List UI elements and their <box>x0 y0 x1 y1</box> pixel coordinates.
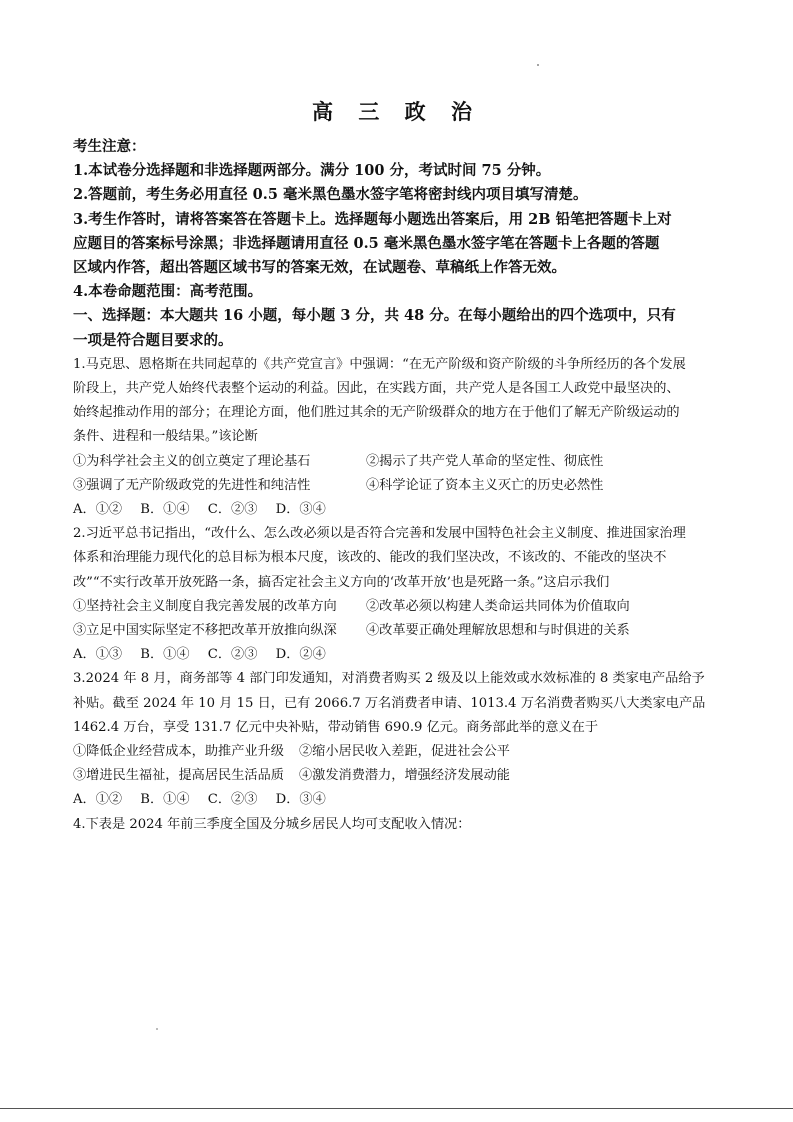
section-heading <box>73 304 723 352</box>
scan-dot <box>156 1028 158 1030</box>
notice-item: 4.本卷命题范围：高考范围。 <box>73 283 263 301</box>
question-4 <box>73 813 723 837</box>
notice-item: 应题目的答案标号涂黑；非选择题请用直径 0.5 毫米黑色墨水签字笔在答题卡上各题的答题 <box>73 234 660 252</box>
option-row <box>73 595 723 619</box>
option-row <box>73 474 723 498</box>
question-1 <box>73 353 723 522</box>
question-text: 条件、进程和一般结果。”该论断 <box>73 429 258 445</box>
answer-choices <box>73 788 723 812</box>
answer-choices <box>73 498 723 522</box>
page-bottom-rule <box>0 1108 793 1109</box>
answer-a: A．①② <box>73 502 123 518</box>
answer-choices <box>73 643 723 667</box>
section-line: 一、选择题：本大题共 16 小题，每小题 3 分，共 48 分。在每小题给出的四个选项中，只有 <box>73 307 676 325</box>
option-2: ②改革必须以构建人类命运共同体为价值取向 <box>366 598 630 614</box>
answer-c: C．②③ <box>207 647 258 663</box>
option-row <box>73 764 723 788</box>
question-2 <box>73 522 723 667</box>
notice-heading: 考生注意： <box>73 138 146 155</box>
answer-a: A．①③ <box>73 647 123 663</box>
answer-a: A．①② <box>73 792 123 808</box>
notice-item: 3.考生作答时，请将答案答在答题卡上。选择题每小题选出答案后，用 2B 铅笔把答题卡上对 <box>73 210 672 228</box>
answer-c: C．②③ <box>207 792 258 808</box>
option-1: ①坚持社会主义制度自我完善发展的改革方向 <box>73 598 337 614</box>
exam-content <box>73 135 723 837</box>
option-row <box>73 619 723 643</box>
option-3: ③强调了无产阶级政党的先进性和纯洁性 <box>73 477 311 493</box>
option-3: ③立足中国实际坚定不移把改革开放推向纵深 <box>73 623 337 639</box>
question-text: 体系和治理能力现代化的总目标为根本尺度，该改的、能改的我们坚决改，不该改的、不能改的坚决不 <box>73 550 667 566</box>
option-4: ④科学论证了资本主义灭亡的历史必然性 <box>366 477 604 493</box>
notice-item: 区域内作答，超出答题区域书写的答案无效，在试题卷、草稿纸上作答无效。 <box>73 259 566 277</box>
answer-b: B．①④ <box>140 502 190 518</box>
question-text: 1.马克思、恩格斯在共同起草的《共产党宣言》中强调：“在无产阶级和资产阶级的斗争所经历的各个发展 <box>73 356 686 372</box>
page-title: 高 三 政 治 <box>312 99 481 124</box>
option-1: ①为科学社会主义的创立奠定了理论基石 <box>73 453 311 469</box>
question-text: 补贴。截至 2024 年 10 月 15 日，已有 2066.7 万名消费者申请、1013.4 万名消费者购买八大类家电产品 <box>73 695 706 711</box>
option-2: ②揭示了共产党人革命的坚定性、彻底性 <box>366 453 604 469</box>
option-3: ③增进民生福祉，提高居民生活品质 <box>73 768 284 784</box>
answer-d: D．③④ <box>275 792 326 808</box>
notice-item: 2.答题前，考生务必用直径 0.5 毫米黑色墨水签字笔将密封线内项目填写清楚。 <box>73 186 588 204</box>
answer-d: D．③④ <box>275 502 326 518</box>
question-text: 4.下表是 2024 年前三季度全国及分城乡居民人均可支配收入情况： <box>73 816 471 832</box>
answer-c: C．②③ <box>207 502 258 518</box>
option-2: ②缩小居民收入差距，促进社会公平 <box>299 744 510 760</box>
option-1: ①降低企业经营成本，助推产业升级 <box>73 744 284 760</box>
question-3 <box>73 667 723 812</box>
section-line: 一项是符合题目要求的。 <box>73 331 233 349</box>
option-4: ④激发消费潜力，增强经济发展动能 <box>299 768 510 784</box>
answer-b: B．①④ <box>140 792 190 808</box>
option-row <box>73 740 723 764</box>
scan-dot <box>537 64 539 66</box>
question-text: 1462.4 万台，享受 131.7 亿元中央补贴，带动销售 690.9 亿元。商务部此举的意义在于 <box>73 719 599 735</box>
notice-block <box>73 135 723 304</box>
question-text: 阶段上，共产党人始终代表整个运动的利益。因此，在实践方面，共产党人是各国工人政党中最坚决的、 <box>73 381 680 397</box>
option-row <box>73 450 723 474</box>
notice-item: 1.本试卷分选择题和非选择题两部分。满分 100 分，考试时间 75 分钟。 <box>73 162 551 180</box>
question-text: 3.2024 年 8 月，商务部等 4 部门印发通知，对消费者购买 2 级及以上能效或水效标准的 8 类家电产品给予 <box>73 671 705 687</box>
question-text: 始终起推动作用的部分；在理论方面，他们胜过其余的无产阶级群众的地方在于他们了解无产阶级运动的 <box>73 405 680 421</box>
question-text: 2.习近平总书记指出，“改什么、怎么改必须以是否符合完善和发展中国特色社会主义制度、推进国家治理 <box>73 526 686 542</box>
option-4: ④改革要正确处理解放思想和与时俱进的关系 <box>366 623 630 639</box>
answer-d: D．②④ <box>275 647 326 663</box>
question-text: 改”“不实行改革开放死路一条，搞否定社会主义方向的‘改革开放’也是死路一条。”这启示我们 <box>73 574 610 590</box>
answer-b: B．①④ <box>140 647 190 663</box>
